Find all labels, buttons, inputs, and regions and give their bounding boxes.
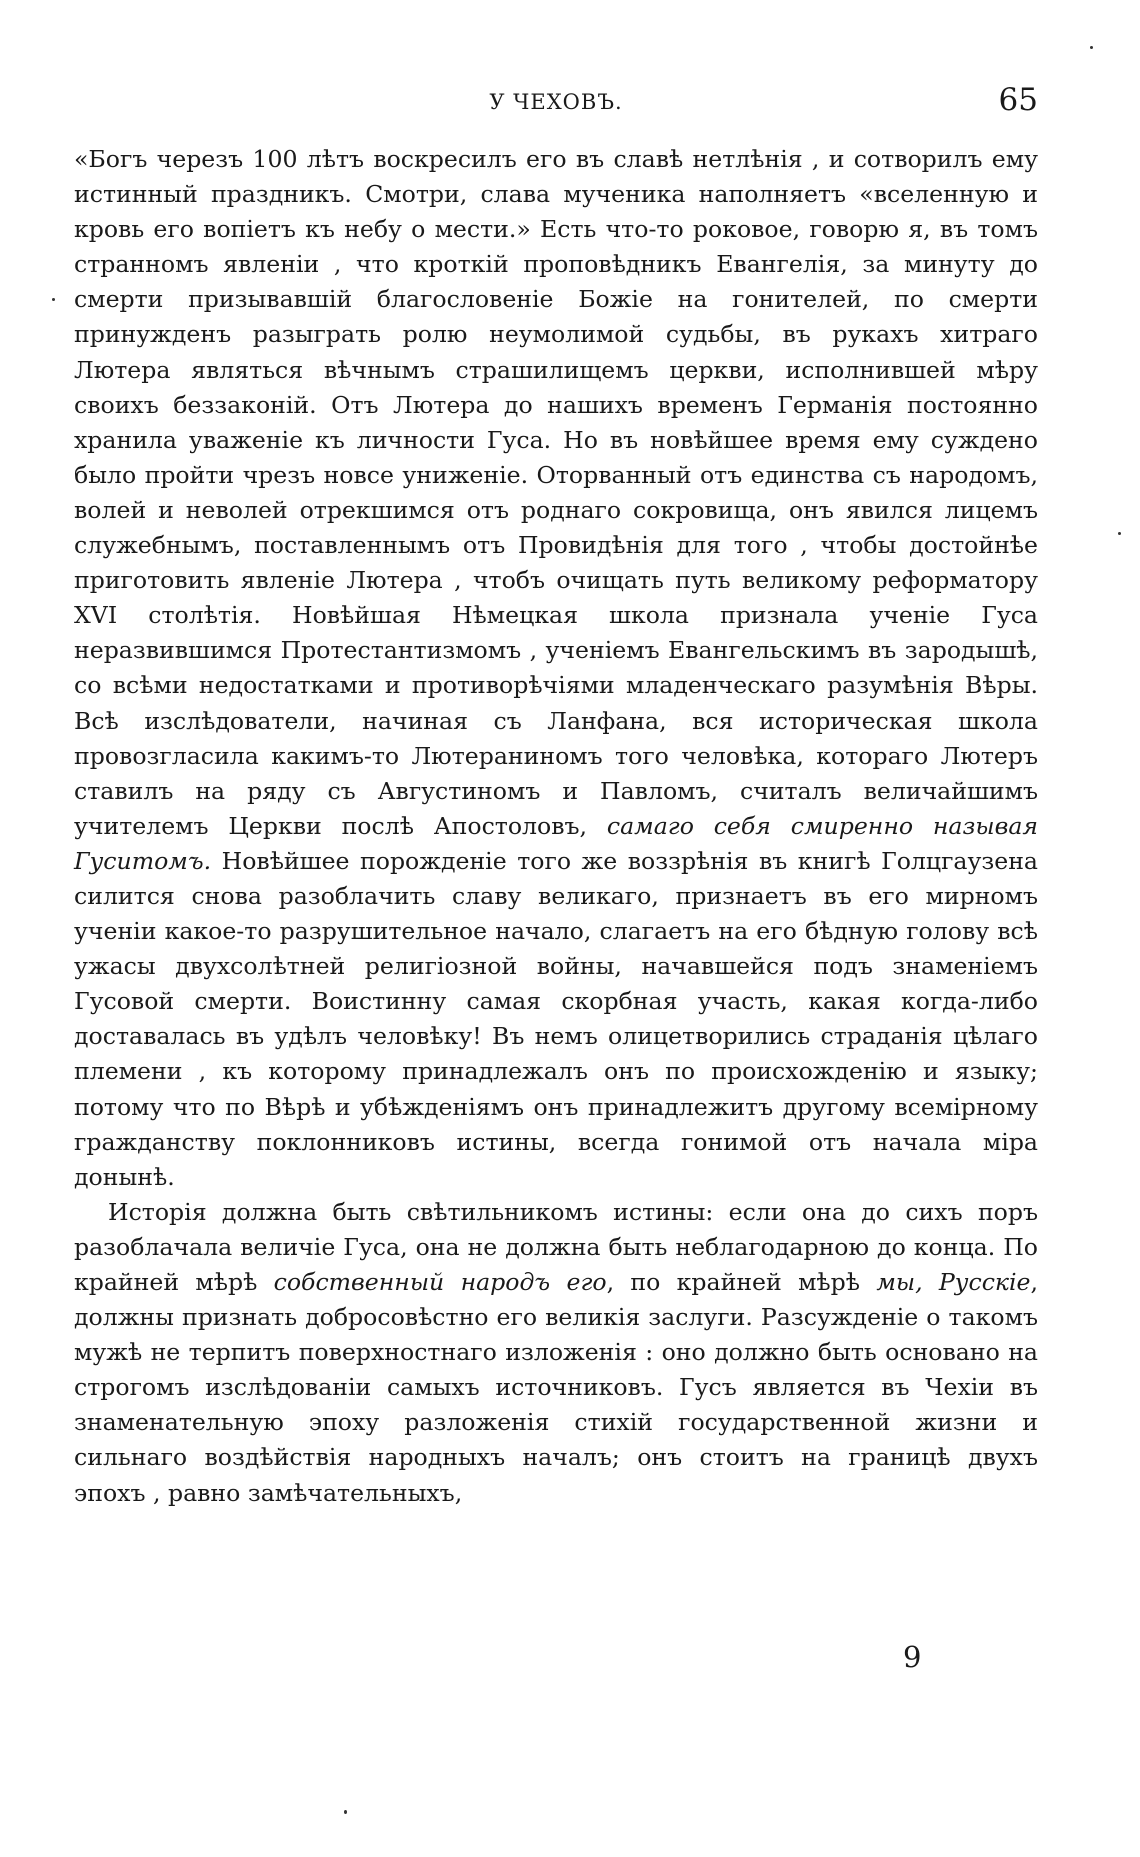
ink-speck (1090, 46, 1093, 49)
page-number: 65 (998, 82, 1038, 118)
paragraph-1 (74, 142, 1038, 1195)
paragraph-1-italic: самаго себя смиренно называя Гуситомъ. (74, 811, 1039, 875)
running-title: У ЧЕХОВЪ. (489, 90, 623, 114)
paragraph-2-italic-a: собственный народъ его (273, 1268, 607, 1296)
paragraph-1-text: «Богъ черезъ 100 лѣтъ воскресилъ его въ славѣ нетлѣнія , и сотворилъ ему истинный праздникъ. Смотри, слава мученика наполняетъ «вселенную и кровь его вопіетъ къ небу о мести.» Есть что-то роковое, говорю я, въ томъ странномъ явленіи , что кроткій проповѣдникъ Евангелія, за минуту до смерти призывавшій благословеніе Божіе на гонителей, по смерти принужденъ разыграть ролю неумолимой судьбы, въ рукахъ хитраго Лютера являться вѣчнымъ страшилищемъ церкви, исполнившей мѣру своихъ беззаконій. Отъ Лютера до нашихъ временъ Германія постоянно хранила уваженіе къ личности Гуса. Но въ новѣйшее время ему суждено было пройти чрезъ новсе униженіе. Оторванный отъ единства съ народомъ, волей и неволей отрекшимся отъ роднаго сокровища, онъ явился лицемъ служебнымъ, поставленнымъ отъ Провидѣнія для того , чтобы достойнѣе приготовить явленіе Лютера , чтобъ очищать путь великому реформатору XVI столѣтія. Новѣйшая Нѣмецкая школа признала ученіе Гуса неразвившимся Протестантизмомъ , ученіемъ Евангельскимъ въ зародышѣ, со всѣми недостатками и противорѣчіями младенческаго разумѣнія Вѣры. Всѣ изслѣдователи, начиная съ Ланфана, вся историческая школа провозгласила какимъ-то Лютераниномъ того человѣка, котораго Лютеръ ставилъ на ряду съ Августиномъ и Павломъ, считалъ величайшимъ учителемъ Церкви послѣ Апостоловъ, (74, 145, 1038, 840)
body-text (74, 142, 1038, 1511)
paragraph-2-text-c: , должны признать добросовѣстно его великія заслуги. Разсужденіе о такомъ мужѣ не терпитъ поверхностнаго изложенія : оно должно быть основано на строгомъ изслѣдованіи самыхъ источниковъ. Гусъ является въ Чехіи въ знаменательную эпоху разложенія стихій государственной жизни и сильнаго воздѣйствія народныхъ началъ; онъ стоитъ на границѣ двухъ эпохъ , равно замѣчательныхъ, (74, 1268, 1039, 1507)
paragraph-2-text-a: Исторія должна быть свѣтильникомъ истины: если она до сихъ поръ разоблачала величіе Гуса, она не должна быть неблагодарною до конца. По крайней мѣрѣ (74, 1197, 1038, 1296)
paragraph-2-text-b: , по крайней мѣрѣ (606, 1268, 860, 1296)
paragraph-1-text-tail: Новѣйшее порожденіе того же воззрѣнія въ книгѣ Голцгаузена силится снова разоблачить славу великаго, признаетъ въ его мирномъ ученіи какое-то разрушительное начало, слагаетъ на его бѣдную голову всѣ ужасы двухсолѣтней религіозной войны, начавшейся подъ знаменіемъ Гусовой смерти. Воистинну самая скорбная участь, какая когда-либо доставалась въ удѣлъ человѣку! Въ немъ олицетворились страданія цѣлаго племени , къ которому принадлежалъ онъ по происхожденію и языку; потому что по Вѣрѣ и убѣжденіямъ онъ принадлежитъ другому всемірному гражданству поклонниковъ истины, всегда гонимой отъ начала міра донынѣ. (74, 846, 1039, 1191)
paragraph-2 (74, 1195, 1038, 1511)
signature-mark: 9 (903, 1640, 922, 1674)
ink-speck (52, 298, 55, 301)
ink-speck (344, 1810, 347, 1814)
paragraph-2-italic-b: мы, Русскіе (876, 1268, 1031, 1296)
running-head (74, 82, 1038, 122)
ink-speck (1118, 532, 1121, 535)
